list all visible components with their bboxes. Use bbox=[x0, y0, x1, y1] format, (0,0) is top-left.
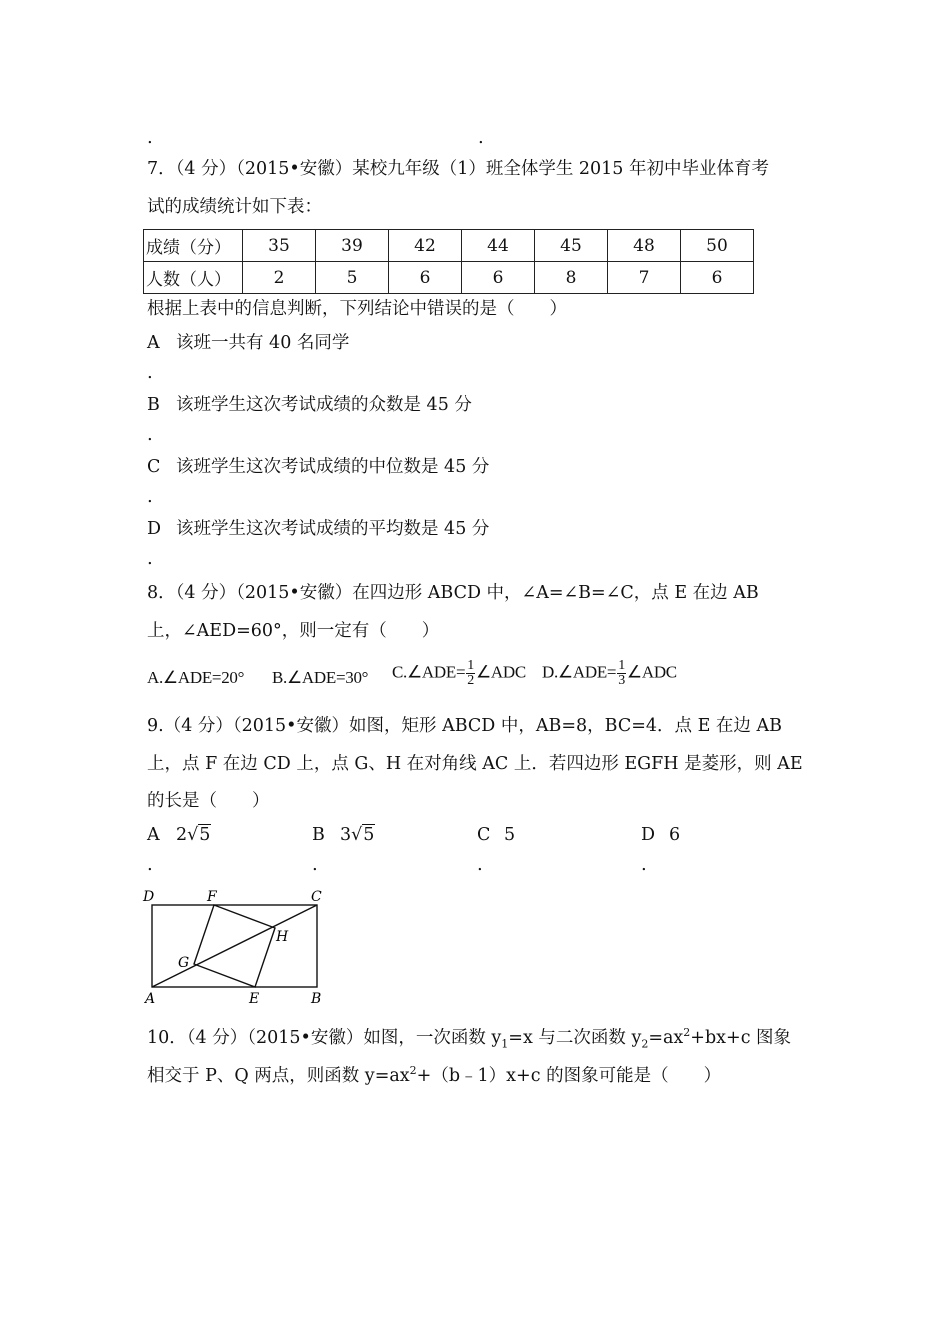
option-dot: . bbox=[147, 362, 153, 383]
radicand: 5 bbox=[363, 825, 375, 845]
table-cell: 6 bbox=[389, 262, 462, 294]
option-suffix: ∠ADC bbox=[626, 662, 677, 682]
q10-text: 10．（4 分）（2015•安徽）如图，一次函数 y bbox=[147, 1027, 502, 1048]
q10-text: 相交于 P、Q 两点，则函数 y=ax bbox=[147, 1065, 410, 1086]
table-cell: 2 bbox=[243, 262, 316, 294]
q7-question: 根据上表中的信息判断，下列结论中错误的是（ ） bbox=[147, 299, 567, 319]
table-cell: 6 bbox=[462, 262, 535, 294]
table-cell: 45 bbox=[535, 230, 608, 262]
label-b: B bbox=[311, 991, 322, 1007]
score-table bbox=[143, 229, 754, 294]
q8-option-a: A.∠ADE=20° bbox=[147, 668, 245, 687]
table-cell: 39 bbox=[316, 230, 389, 262]
radical-coefficient: 3 bbox=[340, 825, 352, 845]
label-d: D bbox=[143, 889, 155, 905]
radical-coefficient: 2 bbox=[176, 825, 188, 845]
fraction bbox=[466, 659, 475, 688]
table-header-cell: 人数（人） bbox=[144, 262, 243, 294]
option-letter: B bbox=[147, 395, 160, 415]
option-letter: A bbox=[147, 333, 160, 353]
q10-text: +bx+c 图象 bbox=[690, 1027, 792, 1048]
option-suffix: ∠ADC bbox=[475, 662, 526, 682]
option-text: 该班学生这次考试成绩的众数是 45 分 bbox=[176, 395, 472, 415]
label-g: G bbox=[178, 955, 190, 971]
table-row bbox=[144, 230, 754, 262]
sqrt-icon: √ bbox=[351, 825, 363, 845]
table-cell: 44 bbox=[462, 230, 535, 262]
option-letter: C bbox=[147, 457, 161, 477]
superscript: 2 bbox=[409, 1064, 417, 1077]
option-radical bbox=[340, 824, 375, 846]
table-cell: 42 bbox=[389, 230, 462, 262]
label-f: F bbox=[207, 889, 217, 905]
option-letter: D bbox=[147, 519, 162, 539]
option-dot: . bbox=[312, 854, 318, 875]
fraction-numerator: 1 bbox=[467, 658, 474, 673]
option-letter: B bbox=[312, 825, 325, 845]
q10-text: =x 与二次函数 y bbox=[508, 1027, 642, 1048]
option-dot: . bbox=[477, 854, 483, 875]
diagonal-ac bbox=[152, 905, 317, 987]
q9-stem-line2: 上，点 F 在边 CD 上，点 G、H 在对角线 AC 上．若四边形 EGFH 是菱形，则 AE bbox=[147, 754, 803, 774]
option-dot: . bbox=[147, 424, 153, 445]
superscript: 2 bbox=[683, 1026, 691, 1039]
stray-dot: . bbox=[147, 127, 153, 148]
option-dot: . bbox=[641, 854, 647, 875]
option-prefix: C.∠ADE= bbox=[392, 662, 466, 682]
table-cell: 7 bbox=[608, 262, 681, 294]
label-a: A bbox=[145, 991, 156, 1007]
option-dot: . bbox=[147, 486, 153, 507]
sqrt-icon: √ bbox=[187, 825, 199, 845]
subscript: 2 bbox=[641, 1037, 649, 1051]
option-letter: C bbox=[477, 825, 491, 845]
fraction-numerator: 1 bbox=[618, 658, 625, 673]
q7-stem-line1: 7．（4 分）（2015•安徽）某校九年级（1）班全体学生 2015 年初中毕业体育考 bbox=[147, 159, 769, 179]
q10-stem-line2 bbox=[147, 1060, 721, 1087]
q10-text: +（b﹣1）x+c 的图象可能是（ ） bbox=[416, 1065, 722, 1086]
option-dot: . bbox=[147, 854, 153, 875]
q7-stem-line2: 试的成绩统计如下表： bbox=[147, 197, 322, 217]
q10-stem-line1 bbox=[147, 1022, 791, 1055]
option-letter: D bbox=[641, 825, 656, 845]
label-c: C bbox=[311, 889, 322, 905]
q10-text: =ax bbox=[648, 1027, 684, 1048]
table-cell: 8 bbox=[535, 262, 608, 294]
label-e: E bbox=[249, 991, 260, 1007]
option-radical bbox=[176, 824, 211, 846]
table-cell: 50 bbox=[681, 230, 754, 262]
stray-dot: . bbox=[478, 127, 484, 148]
option-letter: A bbox=[147, 825, 160, 845]
table-cell: 5 bbox=[316, 262, 389, 294]
fraction bbox=[617, 659, 626, 688]
option-text: 该班学生这次考试成绩的中位数是 45 分 bbox=[176, 457, 490, 477]
radicand: 5 bbox=[199, 825, 211, 845]
q9-stem-line1: 9.（4 分）（2015•安徽）如图，矩形 ABCD 中，AB=8，BC=4．点 E 在边 AB bbox=[147, 716, 782, 736]
q8-option-c bbox=[392, 659, 526, 688]
option-prefix: D.∠ADE= bbox=[542, 662, 617, 682]
fraction-denominator: 2 bbox=[467, 673, 474, 688]
table-header-cell: 成绩（分） bbox=[144, 230, 243, 262]
label-h: H bbox=[276, 929, 289, 945]
table-cell: 35 bbox=[243, 230, 316, 262]
fraction-denominator: 3 bbox=[618, 673, 625, 688]
option-dot: . bbox=[147, 548, 153, 569]
option-text: 5 bbox=[504, 825, 516, 845]
table-cell: 48 bbox=[608, 230, 681, 262]
q8-option-b: B.∠ADE=30° bbox=[272, 668, 369, 687]
q8-stem-line2: 上，∠AED=60°，则一定有（ ） bbox=[147, 621, 440, 641]
option-text: 6 bbox=[669, 825, 681, 845]
q9-stem-line3: 的长是（ ） bbox=[147, 791, 270, 811]
option-text: 该班学生这次考试成绩的平均数是 45 分 bbox=[176, 519, 490, 539]
table-row bbox=[144, 262, 754, 294]
q8-option-d bbox=[542, 659, 677, 688]
option-text: 该班一共有 40 名同学 bbox=[176, 333, 350, 353]
subscript: 1 bbox=[501, 1037, 509, 1051]
table-cell: 6 bbox=[681, 262, 754, 294]
q8-stem-line1: 8．（4 分）（2015•安徽）在四边形 ABCD 中，∠A=∠B=∠C，点 E 在边 AB bbox=[147, 583, 759, 603]
rhombus-rectangle-figure bbox=[140, 885, 340, 1010]
